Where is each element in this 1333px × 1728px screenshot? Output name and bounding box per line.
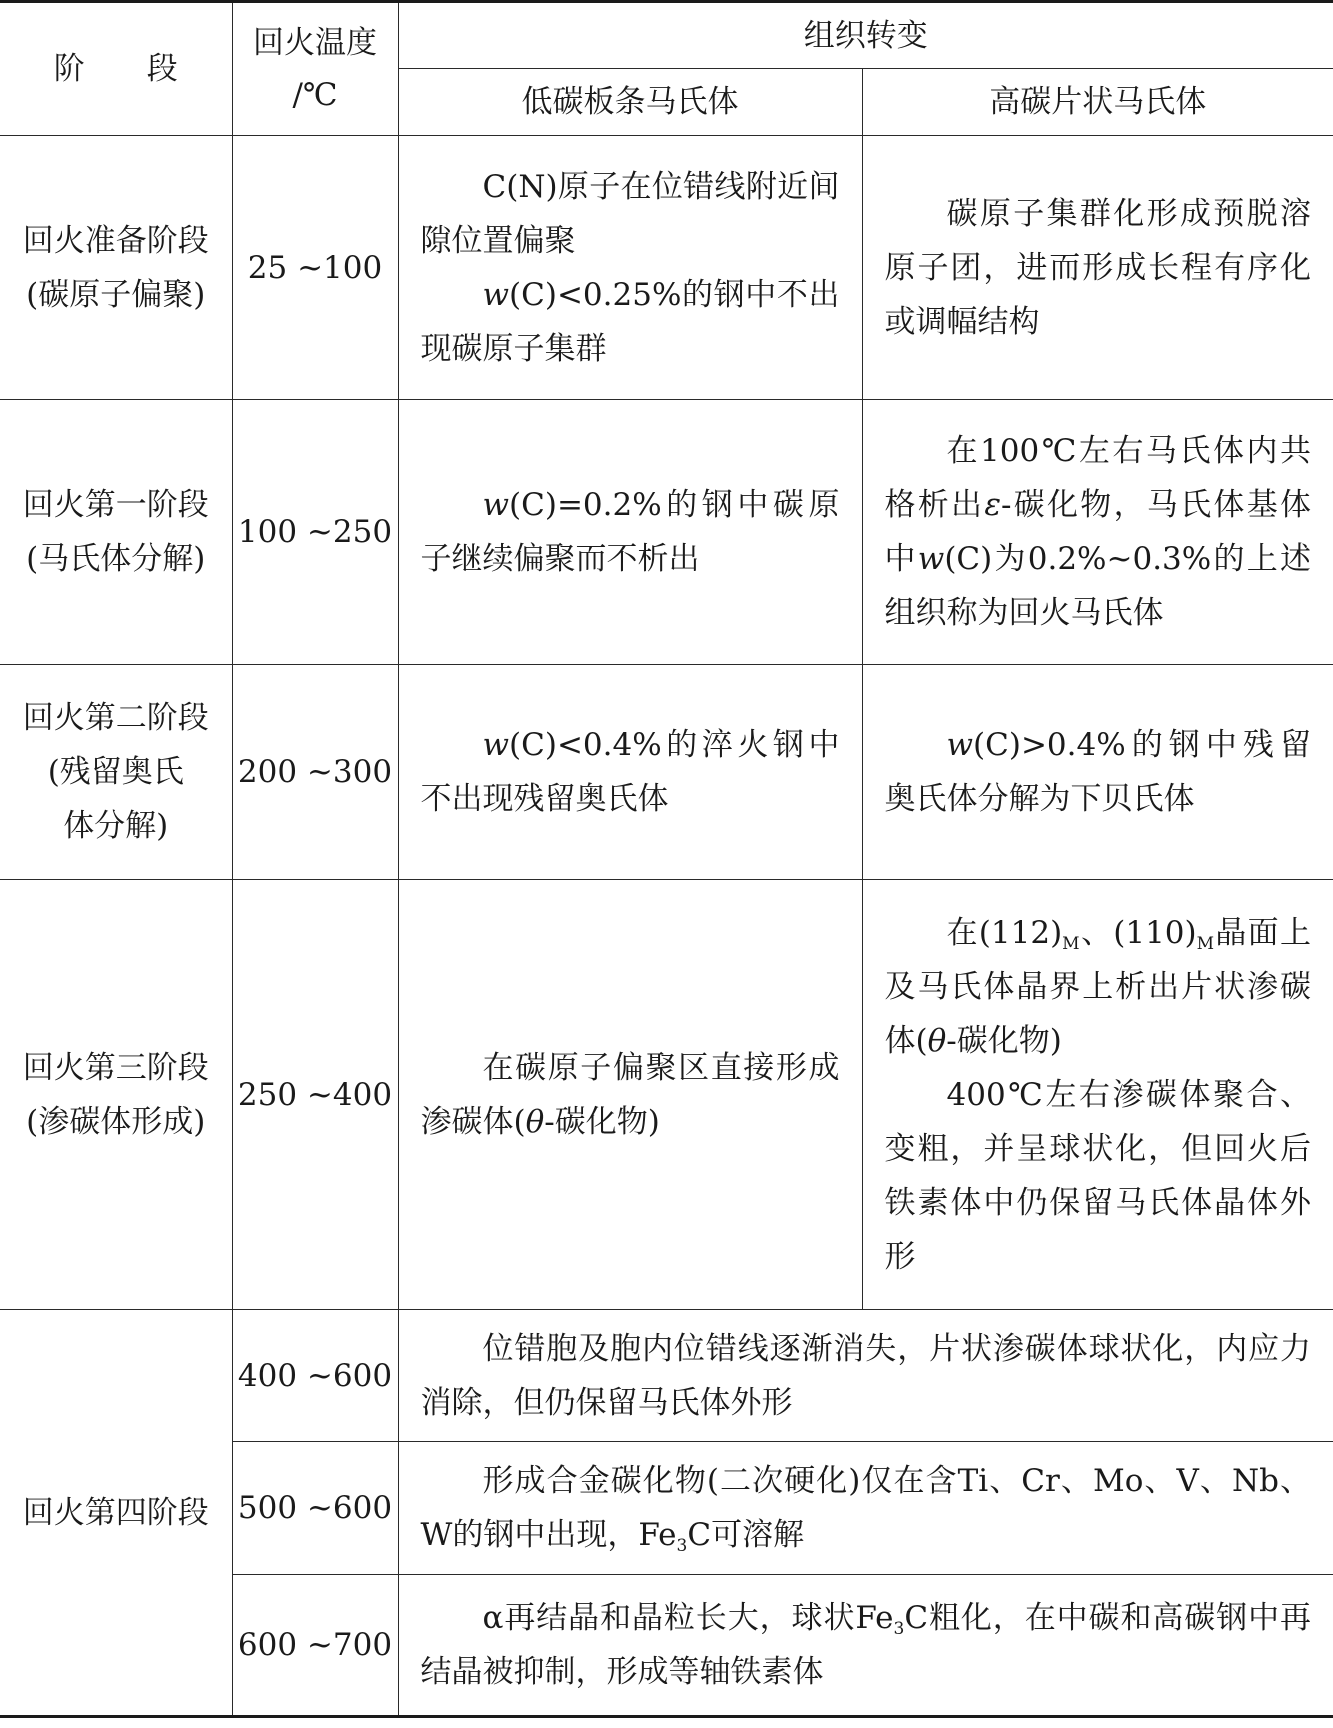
stage-line: (马氏体分解) [26,541,206,577]
paragraph: 位错胞及胞内位错线逐渐消失，片状渗碳体球状化，内应力消除，但仍保留马氏体外形 [420,1330,1311,1421]
symbol: w [946,727,974,763]
paragraph: 碳原子集群化形成预脱溶原子团，进而形成长程有序化或调幅结构 [884,195,1311,340]
paragraph [421,268,840,376]
symbol: ε [984,487,1001,523]
paragraph: C(N)原子在位错线附近间隙位置偏聚 [420,168,840,259]
symbol: w [482,276,510,313]
subscript: 3 [893,1618,905,1639]
header-high-carbon-label: 高碳片状马氏体 [989,84,1207,120]
symbol: w [917,541,945,577]
paragraph-text: -碳化物) [946,1022,1062,1059]
symbol: θ [525,1103,545,1140]
stage-cell [0,136,232,400]
stage-line: 回火第二阶段 [22,700,209,736]
paragraph-text: 在100℃左右马氏体内共格析出 [884,433,1311,523]
low-carbon-cell [398,400,862,665]
paragraph [421,1591,1312,1699]
temp-cell: 25 ~100 [232,136,398,400]
high-carbon-cell [862,400,1333,665]
low-carbon-cell [398,880,862,1310]
paragraph-text: 在(112) [946,914,1063,951]
paragraph [421,718,840,826]
paragraph-text: -碳化物，马氏体基体中 [884,487,1311,577]
header-row-1 [0,2,1333,69]
header-stage-label: 阶 段 [53,51,178,87]
paragraph [421,1454,1312,1562]
paragraph-text: 在碳原子偏聚区直接形成渗碳体( [420,1049,840,1140]
temp-cell: 600 ~700 [232,1575,398,1717]
stage-cell [0,1310,232,1717]
paragraph [421,478,840,586]
stage-line: 体分解) [63,808,169,844]
paragraph-text: (C)<0.25%的钢中不出现碳原子集群 [420,276,840,367]
high-carbon-cell [862,880,1333,1310]
stage-cell [0,880,232,1310]
stage-cell [0,665,232,880]
paragraph-text: (C)>0.4%的钢中残留奥氏体分解为下贝氏体 [884,727,1311,817]
table-row [0,880,1333,1310]
combined-cell [398,1575,1333,1717]
temp-cell: 100 ~250 [232,400,398,665]
temp-cell: 250 ~400 [232,880,398,1310]
table-row [0,1310,1333,1442]
paragraph-text: (C)为0.2%~0.3%的上述组织称为回火马氏体 [884,541,1311,631]
header-temperature [232,2,398,136]
table-row [0,400,1333,665]
paragraph [885,718,1312,826]
header-transformation-label: 组织转变 [803,17,928,54]
paragraph-text: C粗化，在中碳和高碳钢中再结晶被抑制，形成等轴铁素体 [420,1600,1311,1690]
header-temp-line2: /℃ [292,77,338,113]
symbol: θ [927,1022,947,1059]
low-carbon-cell [398,136,862,400]
subscript: M [1196,933,1215,954]
paragraph-text: 形成合金碳化物(二次硬化)仅在含Ti、Cr、Mo、V、Nb、W的钢中出现，Fe [420,1463,1311,1553]
header-low-carbon [398,69,862,136]
symbol: w [482,487,510,523]
symbol: w [482,727,510,763]
temp-cell: 500 ~600 [232,1442,398,1575]
subscript: 3 [676,1535,688,1556]
table-row [0,665,1333,880]
stage-line: 回火第一阶段 [22,487,209,523]
paragraph [885,424,1312,640]
paragraph [421,1041,840,1149]
stage-line: 回火准备阶段 [22,222,209,259]
paragraph: 400℃左右渗碳体聚合、变粗，并呈球状化，但回火后铁素体中仍保留马氏体晶体外形 [884,1076,1311,1275]
high-carbon-cell [862,136,1333,400]
subscript: M [1062,933,1080,954]
paragraph [885,906,1312,1068]
header-temp-line1: 回火温度 [253,25,377,61]
stage-line: (碳原子偏聚) [26,276,206,313]
stage-line: (残留奥氏 [47,754,184,790]
paragraph-text: 晶面上及马氏体晶界上析出片状渗碳体( [884,914,1311,1059]
low-carbon-cell [398,665,862,880]
paragraph-text: α再结晶和晶粒长大，球状Fe [482,1600,894,1636]
header-stage [0,2,232,136]
stage-line: 回火第三阶段 [22,1049,209,1086]
temp-cell: 200 ~300 [232,665,398,880]
high-carbon-cell [862,665,1333,880]
header-transformation [398,2,1333,69]
paragraph-text: -碳化物) [544,1103,660,1140]
header-high-carbon [862,69,1333,136]
paragraph-text: 、(110) [1079,914,1197,951]
stage-line: (渗碳体形成) [26,1103,206,1140]
header-low-carbon-label: 低碳板条马氏体 [521,84,739,120]
stage-line: 回火第四阶段 [22,1494,209,1531]
paragraph-text: (C)<0.4%的淬火钢中不出现残留奥氏体 [420,727,840,817]
paragraph-text: C可溶解 [687,1517,805,1553]
combined-cell [398,1442,1333,1575]
combined-cell [398,1310,1333,1442]
table-row [0,136,1333,400]
paragraph-text: (C)=0.2%的钢中碳原子继续偏聚而不析出 [420,487,840,577]
stage-cell [0,400,232,665]
temp-cell: 400 ~600 [232,1310,398,1442]
